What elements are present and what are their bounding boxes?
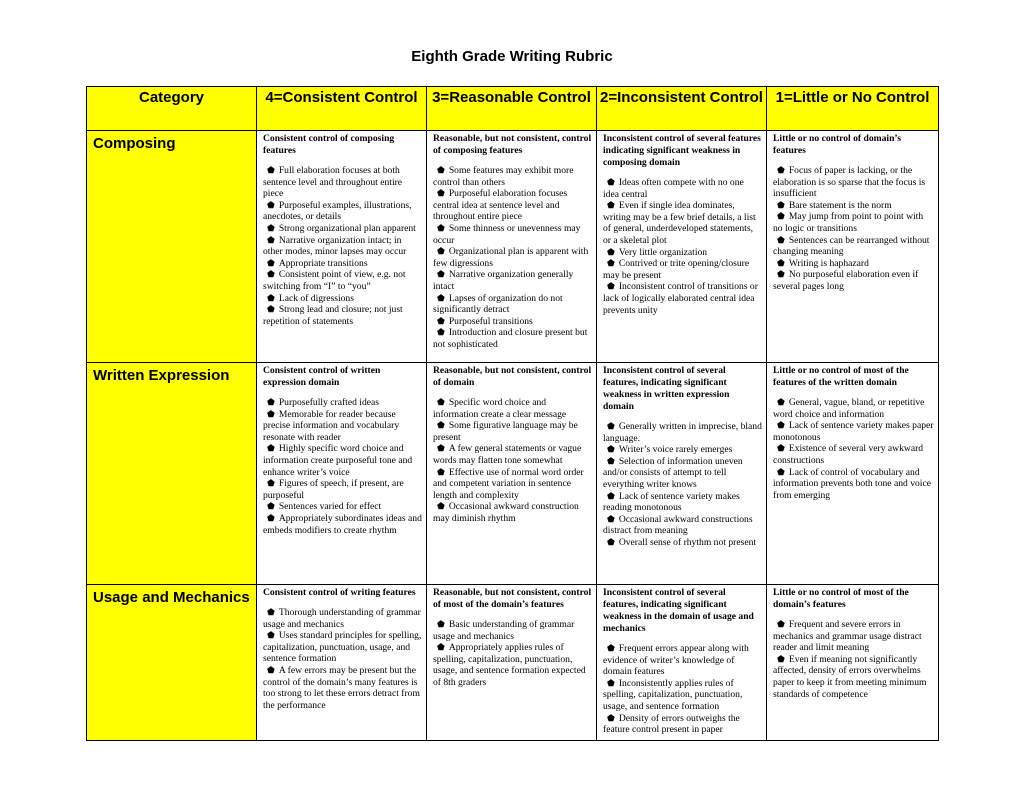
list-item-text: Purposefully crafted ideas (278, 397, 379, 408)
list-item-text: Occasional awkward construction may diminish rhythm (433, 501, 579, 524)
list-item (263, 269, 422, 292)
list-item-text: Consistent point of view, e.g. not switching from “I” to “you” (263, 269, 406, 292)
pentagon-bullet-icon: ⬟ (267, 607, 275, 617)
criteria-list (433, 397, 592, 525)
list-item-text: Highly specific word choice and information create purposeful tone and enhance writer’s voice (263, 443, 413, 478)
pentagon-bullet-icon: ⬟ (437, 246, 445, 257)
table-row (87, 131, 939, 363)
list-item-text: Inconsistently applies rules of spelling, capitalization, punctuation, usage, and sentence formation (603, 677, 743, 712)
list-item (603, 643, 762, 678)
list-item (263, 409, 422, 444)
list-item-text: May jump from point to point with no logic or transitions (773, 211, 924, 234)
pentagon-bullet-icon: ⬟ (437, 466, 445, 477)
pentagon-bullet-icon: ⬟ (607, 455, 615, 466)
criteria-list (263, 607, 422, 711)
pentagon-bullet-icon: ⬟ (437, 642, 445, 653)
pentagon-bullet-icon: ⬟ (777, 653, 785, 664)
list-item-text: Lack of sentence variety makes reading monotonous (603, 490, 740, 514)
pentagon-bullet-icon: ⬟ (607, 712, 615, 723)
list-item-text: Ideas often compete with no one idea central (603, 177, 744, 200)
pentagon-bullet-icon: ⬟ (437, 501, 445, 512)
list-item (263, 258, 422, 270)
pentagon-bullet-icon: ⬟ (607, 444, 615, 455)
header-score-3: 3=Reasonable Control (427, 87, 597, 131)
list-item-text: Even if single idea dominates, writing may be a few brief details, a list of general, underdeveloped statements, or a skeletal plot (603, 200, 756, 246)
list-item-text: Figures of speech, if present, are purposeful (263, 478, 404, 501)
header-score-4: 4=Consistent Control (257, 87, 427, 131)
list-item (433, 327, 592, 350)
list-item (603, 491, 762, 514)
list-item-text: Organizational plan is apparent with few digressions (433, 246, 589, 269)
list-item-text: Strong organizational plan apparent (278, 222, 416, 234)
list-item (603, 281, 762, 316)
list-item (433, 246, 592, 269)
list-item-text: Sentences varied for effect (278, 501, 382, 513)
rubric-cell (427, 585, 597, 741)
list-item-text: Some figurative language may be present (433, 420, 578, 443)
pentagon-bullet-icon: ⬟ (267, 512, 275, 523)
pentagon-bullet-icon: ⬟ (267, 397, 275, 407)
criteria-list (603, 643, 762, 736)
list-item (263, 513, 422, 536)
list-item (263, 235, 422, 258)
pentagon-bullet-icon: ⬟ (777, 257, 785, 268)
list-item (773, 619, 934, 654)
list-item-text: Basic understanding of grammar usage and mechanics (433, 619, 575, 642)
page-title: Eighth Grade Writing Rubric (411, 48, 613, 65)
rubric-cell (597, 363, 767, 585)
pentagon-bullet-icon: ⬟ (777, 234, 785, 245)
pentagon-bullet-icon: ⬟ (607, 246, 615, 257)
criteria-list (773, 165, 934, 293)
list-item (603, 514, 762, 537)
cell-heading: Reasonable, but not consistent, control of composing features (433, 133, 592, 156)
list-item (603, 421, 762, 444)
list-item (603, 713, 762, 736)
pentagon-bullet-icon: ⬟ (777, 269, 785, 280)
cell-heading: Consistent control of composing features (263, 133, 395, 156)
pentagon-bullet-icon: ⬟ (607, 281, 615, 292)
list-item-text: Bare statement is the norm (788, 199, 892, 211)
criteria-list (773, 397, 934, 501)
pentagon-bullet-icon: ⬟ (267, 292, 275, 303)
pentagon-bullet-icon: ⬟ (437, 165, 445, 175)
pentagon-bullet-icon: ⬟ (607, 177, 615, 187)
list-item-text: Uses standard principles for spelling, capitalization, punctuation, usage, and sentence formation (263, 630, 422, 665)
list-item-text: Lack of sentence variety makes paper monotonous (773, 420, 934, 443)
pentagon-bullet-icon: ⬟ (607, 421, 615, 431)
pentagon-bullet-icon: ⬟ (267, 234, 275, 245)
list-item (433, 501, 592, 524)
list-item (263, 478, 422, 501)
pentagon-bullet-icon: ⬟ (777, 165, 785, 175)
list-item-text: Appropriate transitions (278, 257, 368, 269)
list-item (263, 607, 422, 630)
pentagon-bullet-icon: ⬟ (437, 269, 445, 280)
pentagon-bullet-icon: ⬟ (437, 315, 445, 326)
list-item-text: Purposeful examples, illustrations, anecdotes, or details (263, 199, 412, 223)
header-score-2: 2=Inconsistent Control (597, 87, 767, 131)
list-item (433, 467, 592, 502)
rubric-cell (597, 131, 767, 363)
list-item-text: Existence of several very awkward constructions (773, 443, 924, 466)
pentagon-bullet-icon: ⬟ (607, 513, 615, 524)
list-item (263, 304, 422, 327)
rubric-cell (427, 363, 597, 585)
list-item-text: Frequent errors appear along with evidence of writer’s knowledge of domain features (603, 643, 749, 678)
list-item (773, 258, 934, 270)
pentagon-bullet-icon: ⬟ (437, 420, 445, 431)
list-item (603, 456, 762, 491)
category-cell: Usage and Mechanics (87, 585, 257, 741)
pentagon-bullet-icon: ⬟ (607, 490, 615, 501)
list-item-text: Memorable for reader because precise information and vocabulary resonate with reader (263, 408, 400, 443)
cell-heading: Little or no control of most of the features of the written domain (773, 365, 909, 388)
pentagon-bullet-icon: ⬟ (607, 677, 615, 688)
table-row (87, 363, 939, 585)
cell-heading: Little or no control of most of the domain’s features (773, 587, 909, 610)
cell-heading: Inconsistent control of several features indicating significant weakness in composing domain (603, 133, 761, 168)
list-item (773, 211, 934, 234)
list-item-text: Frequent and severe errors in mechanics and grammar usage distract reader and limit meaning (773, 619, 922, 654)
pentagon-bullet-icon: ⬟ (777, 211, 785, 222)
list-item-text: Very little organization (618, 246, 708, 258)
list-item-text: Generally written in imprecise, bland language. (603, 421, 762, 444)
list-item (433, 619, 592, 642)
pentagon-bullet-icon: ⬟ (437, 443, 445, 454)
list-item-text: Strong lead and closure; not just repetition of statements (263, 304, 403, 327)
pentagon-bullet-icon: ⬟ (267, 664, 275, 675)
pentagon-bullet-icon: ⬟ (267, 222, 275, 233)
list-item-text: Appropriately subordinates ideas and embeds modifiers to create rhythm (263, 512, 422, 536)
rubric-cell (257, 363, 427, 585)
criteria-list (263, 397, 422, 536)
list-item (263, 665, 422, 711)
list-item (433, 269, 592, 292)
list-item (263, 293, 422, 305)
rubric-table (86, 86, 939, 741)
header-row (87, 87, 939, 131)
pentagon-bullet-icon: ⬟ (437, 292, 445, 303)
list-item-text: Writing is haphazard (788, 257, 869, 269)
list-item-text: Focus of paper is lacking, or the elaboration is so sparse that the focus is insufficient (773, 165, 926, 200)
criteria-list (603, 421, 762, 549)
cell-heading: Reasonable, but not consistent, control of domain (433, 365, 592, 388)
rubric-cell (767, 363, 939, 585)
list-item (603, 177, 762, 200)
criteria-list (433, 165, 592, 351)
pentagon-bullet-icon: ⬟ (607, 200, 615, 211)
list-item (603, 200, 762, 246)
pentagon-bullet-icon: ⬟ (607, 643, 615, 653)
pentagon-bullet-icon: ⬟ (267, 630, 275, 641)
list-item (773, 443, 934, 466)
list-item-text: Some features may exhibit more control than others (433, 165, 574, 188)
list-item (263, 397, 422, 409)
pentagon-bullet-icon: ⬟ (607, 258, 615, 269)
list-item-text: Overall sense of rhythm not present (618, 536, 757, 548)
list-item-text: Thorough understanding of grammar usage and mechanics (263, 607, 421, 630)
cell-heading: Inconsistent control of several features, indicating significant weakness in the domain of usage and mechanics (603, 587, 754, 634)
criteria-list (433, 619, 592, 689)
category-cell: Written Expression (87, 363, 257, 585)
list-item-text: Narrative organization generally intact (433, 269, 574, 292)
rubric-cell (257, 131, 427, 363)
list-item (433, 223, 592, 246)
cell-heading: Inconsistent control of several features, indicating significant weakness in written expression domain (603, 365, 730, 412)
criteria-list (603, 177, 762, 316)
pentagon-bullet-icon: ⬟ (267, 478, 275, 489)
list-item (603, 537, 762, 549)
pentagon-bullet-icon: ⬟ (777, 619, 785, 629)
list-item-text: Some thinness or unevenness may occur (433, 222, 581, 246)
pentagon-bullet-icon: ⬟ (607, 536, 615, 547)
pentagon-bullet-icon: ⬟ (267, 443, 275, 454)
list-item (603, 678, 762, 713)
list-item-text: Contrived or trite opening/closure may be present (603, 258, 750, 281)
list-item (773, 420, 934, 443)
pentagon-bullet-icon: ⬟ (777, 443, 785, 454)
list-item (263, 223, 422, 235)
list-item-text: Introduction and closure present but not sophisticated (433, 327, 588, 350)
list-item-text: Lack of control of vocabulary and information prevents both tone and voice from emerging (773, 466, 931, 501)
list-item-text: Full elaboration focuses at both sentence level and throughout entire piece (263, 165, 403, 200)
cell-heading: Consistent control of writing features (263, 587, 416, 598)
pentagon-bullet-icon: ⬟ (267, 304, 275, 315)
list-item (433, 397, 592, 420)
list-item-text: Effective use of normal word order and competent variation in sentence length and complexity (433, 466, 584, 501)
list-item (433, 420, 592, 443)
header-category: Category (87, 87, 257, 131)
list-item (263, 443, 422, 478)
list-item-text: Sentences can be rearranged without changing meaning (773, 234, 930, 258)
list-item-text: Inconsistent control of transitions or lack of logically elaborated central idea prevents unity (603, 281, 758, 316)
list-item (433, 293, 592, 316)
list-item-text: No purposeful elaboration even if several pages long (773, 269, 919, 292)
list-item (433, 443, 592, 466)
list-item (433, 165, 592, 188)
pentagon-bullet-icon: ⬟ (267, 408, 275, 419)
list-item (773, 467, 934, 502)
pentagon-bullet-icon: ⬟ (437, 397, 445, 407)
pentagon-bullet-icon: ⬟ (267, 501, 275, 512)
list-item-text: Narrative organization intact; in other modes, minor lapses may occur (263, 234, 407, 258)
rubric-cell (427, 131, 597, 363)
list-item (433, 316, 592, 328)
pentagon-bullet-icon: ⬟ (777, 397, 785, 407)
list-item (603, 258, 762, 281)
list-item (433, 188, 592, 223)
list-item-text: A few errors may be present but the control of the domain’s many features is too strong to let these errors detract from the performance (263, 664, 420, 711)
list-item (263, 165, 422, 200)
pentagon-bullet-icon: ⬟ (267, 165, 275, 175)
list-item-text: Lack of digressions (278, 292, 354, 304)
list-item (603, 247, 762, 259)
list-item-text: Writer’s voice rarely emerges (618, 444, 733, 456)
pentagon-bullet-icon: ⬟ (437, 222, 445, 233)
pentagon-bullet-icon: ⬟ (777, 420, 785, 431)
pentagon-bullet-icon: ⬟ (437, 327, 445, 338)
list-item (773, 200, 934, 212)
list-item-text: Appropriately applies rules of spelling, capitalization, punctuation, usage, and sentence formation expected of 8th graders (433, 642, 586, 688)
list-item (773, 654, 934, 700)
cell-heading: Consistent control of written expression domain (263, 365, 381, 388)
table-row (87, 585, 939, 741)
list-item-text: Specific word choice and information create a clear message (433, 397, 567, 420)
header-score-1: 1=Little or No Control (767, 87, 939, 131)
pentagon-bullet-icon: ⬟ (437, 188, 445, 199)
list-item (263, 200, 422, 223)
rubric-cell (597, 585, 767, 741)
list-item (603, 444, 762, 456)
list-item (433, 642, 592, 688)
list-item-text: General, vague, bland, or repetitive word choice and information (773, 397, 925, 420)
list-item-text: Purposeful transitions (448, 315, 533, 327)
pentagon-bullet-icon: ⬟ (437, 619, 445, 629)
list-item (773, 165, 934, 200)
category-cell: Composing (87, 131, 257, 363)
list-item (773, 235, 934, 258)
list-item-text: Occasional awkward constructions distract from meaning (603, 513, 753, 537)
list-item-text: Density of errors outweighs the feature control present in paper (603, 712, 740, 736)
list-item-text: Lapses of organization do not significantly detract (433, 292, 563, 316)
rubric-cell (257, 585, 427, 741)
list-item-text: Even if meaning not significantly affected, density of errors overwhelms paper to keep it from meeting minimum standards of competence (773, 653, 927, 700)
pentagon-bullet-icon: ⬟ (777, 466, 785, 477)
rubric-cell (767, 131, 939, 363)
list-item-text: Purposeful elaboration focuses central idea at sentence level and throughout entire piece (433, 188, 568, 223)
list-item-text: Selection of information uneven and/or consists of attempt to tell everything writer knows (603, 455, 743, 490)
list-item (773, 269, 934, 292)
pentagon-bullet-icon: ⬟ (777, 199, 785, 210)
cell-heading: Reasonable, but not consistent, control of most of the domain’s features (433, 587, 592, 610)
list-item (263, 630, 422, 665)
list-item (773, 397, 934, 420)
list-item-text: A few general statements or vague words may flatten tone somewhat (433, 443, 582, 466)
pentagon-bullet-icon: ⬟ (267, 199, 275, 210)
pentagon-bullet-icon: ⬟ (267, 257, 275, 268)
rubric-cell (767, 585, 939, 741)
criteria-list (773, 619, 934, 700)
criteria-list (263, 165, 422, 327)
list-item (263, 501, 422, 513)
cell-heading: Little or no control of domain’s features (773, 133, 902, 156)
pentagon-bullet-icon: ⬟ (267, 269, 275, 280)
